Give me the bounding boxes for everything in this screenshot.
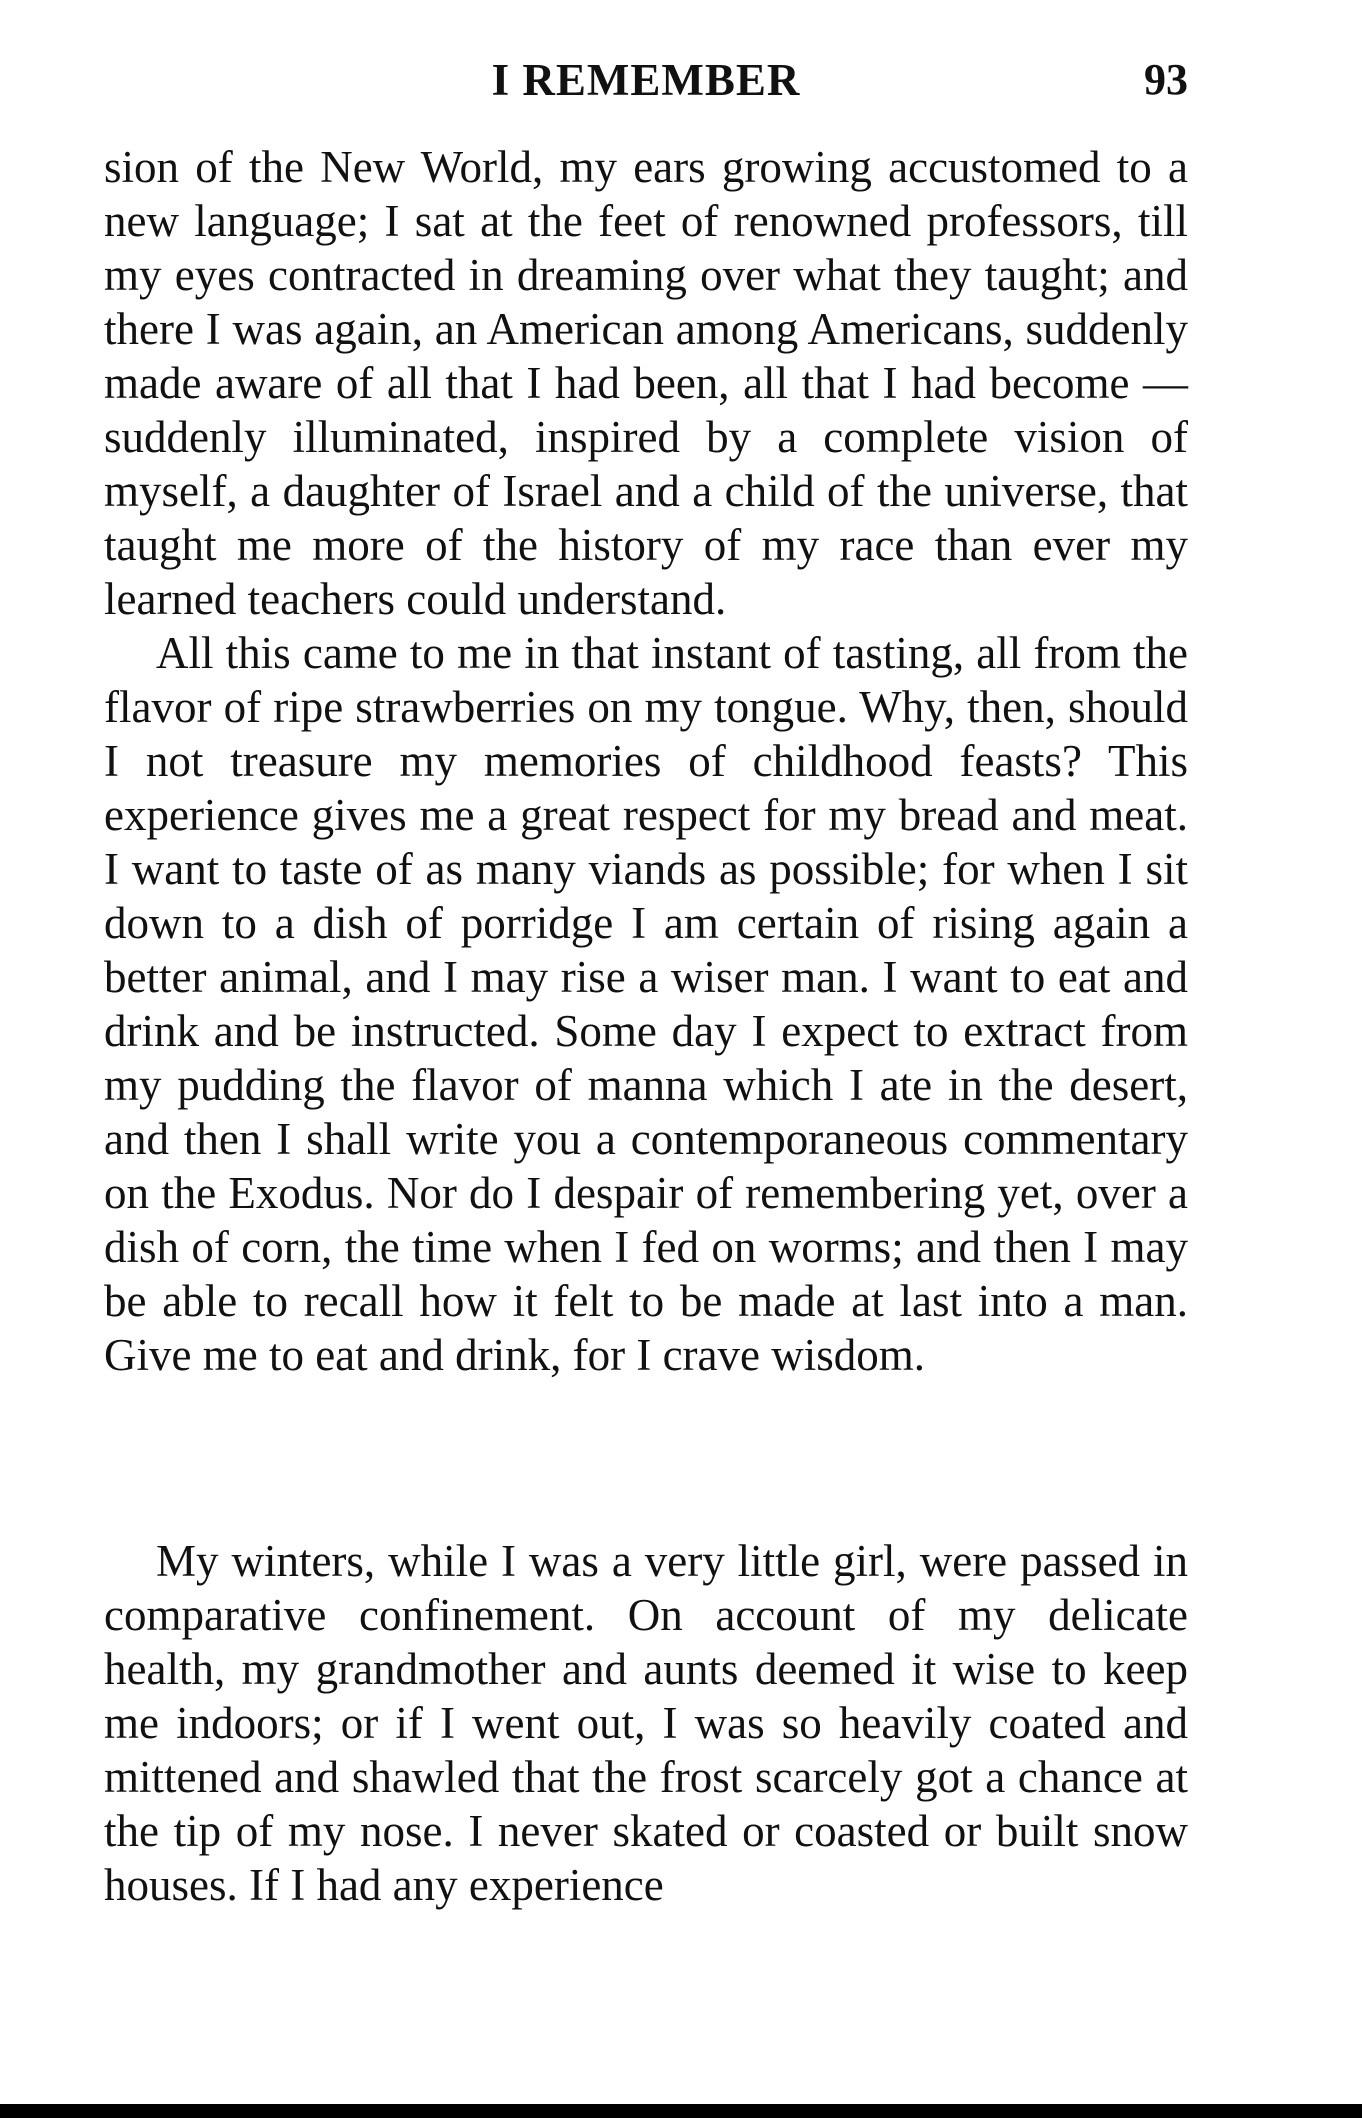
page-bottom-edge (0, 2104, 1362, 2118)
page-number: 93 (1144, 55, 1188, 104)
body-text-section-2 (104, 1534, 1188, 1912)
paragraph-strawberries: All this came to me in that instant of tasting, all from the flavor of ripe strawberries on my tongue. Why, then, should I not treasure my memories of childhood feasts? This experience gives me a great respect for my bread and meat. I want to taste of as many viands as possible; for when I sit down to a dish of porridge I am certain of rising again a better animal, and I may rise a wiser man. I want to eat and drink and be instructed. Some day I expect to extract from my pudding the flavor of manna which I ate in the desert, and then I shall write you a contemporaneous commentary on the Exodus. Nor do I despair of remembering yet, over a dish of corn, the time when I fed on worms; and then I may be able to recall how it felt to be made at last into a man. Give me to eat and drink, for I crave wisdom. (104, 628, 1188, 1380)
page-header (104, 52, 1188, 108)
body-text-section-1 (104, 140, 1188, 1382)
paragraph-winters: My winters, while I was a very little girl, were passed in comparative confinement. On account of my delicate health, my grandmother and aunts deemed it wise to keep me indoors; or if I went out, I was so heavily coated and mittened and shawled that the frost scarcely got a chance at the tip of my nose. I never skated or coasted or built snow houses. If I had any experience (104, 1536, 1188, 1910)
paragraph-continued: sion of the New World, my ears growing accustomed to a new language; I sat at the feet of renowned professors, till my eyes contracted in dreaming over what they taught; and there I was again, an American among Americans, suddenly made aware of all that I had been, all that I had become — suddenly illuminated, inspired by a complete vision of myself, a daughter of Israel and a child of the universe, that taught me more of the history of my race than ever my learned teachers could understand. (104, 142, 1188, 624)
running-head: I REMEMBER (491, 55, 801, 105)
